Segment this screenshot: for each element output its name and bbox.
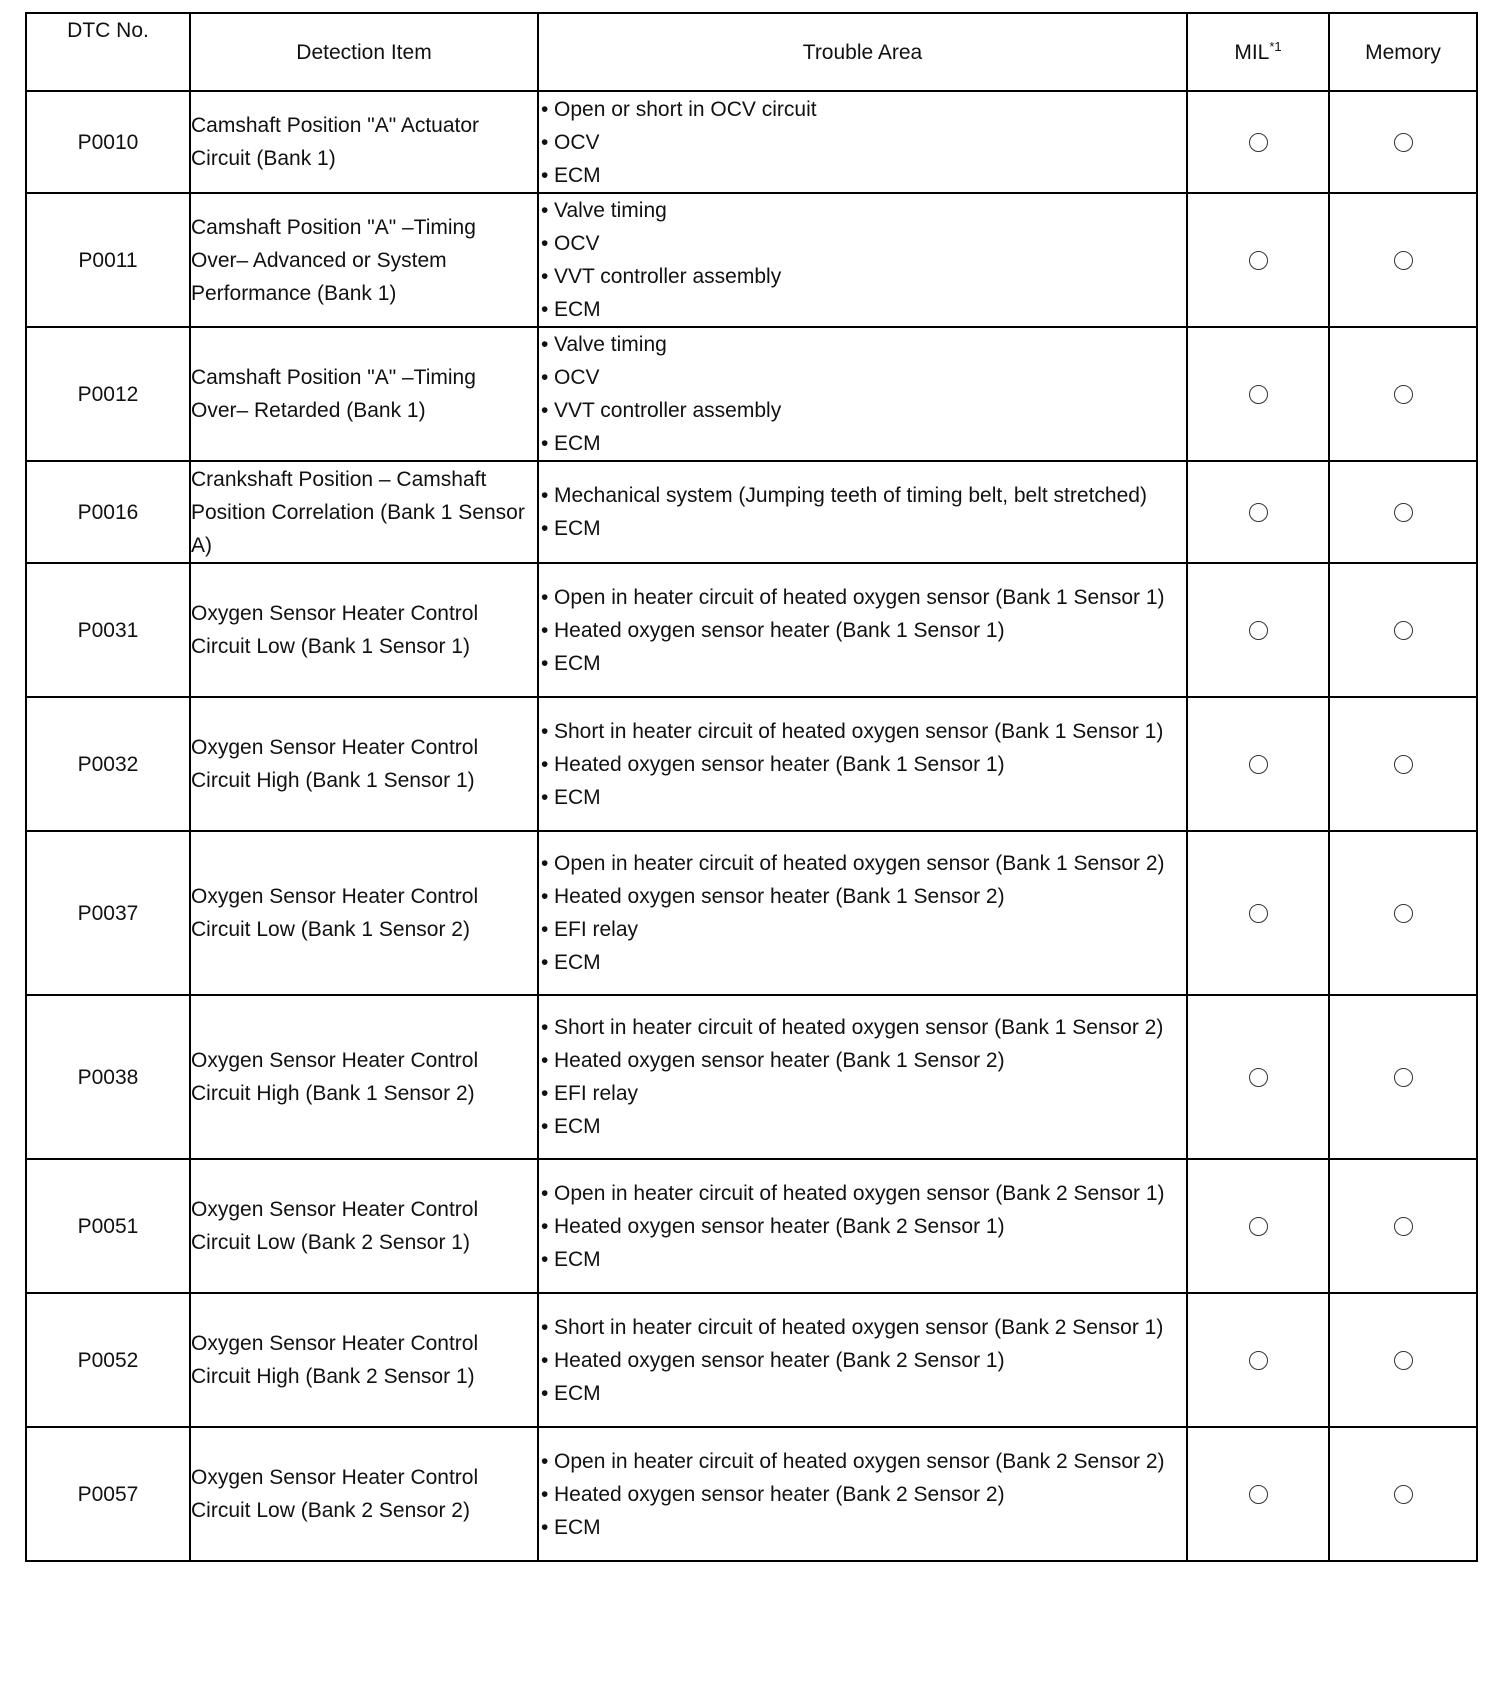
trouble-area-item: • ECM: [539, 1110, 1186, 1143]
table-row: [26, 831, 1477, 995]
trouble-area-item: • Heated oxygen sensor heater (Bank 1 Sensor 2): [539, 1044, 1186, 1077]
trouble-area-item: • Open in heater circuit of heated oxygen sensor (Bank 2 Sensor 1): [539, 1177, 1186, 1210]
detection-item: Oxygen Sensor Heater Control Circuit Low (Bank 2 Sensor 1): [190, 1159, 538, 1293]
memory-circle-icon: [1394, 251, 1413, 270]
memory-cell: [1329, 1293, 1477, 1427]
trouble-area: [538, 193, 1187, 327]
table-row: [26, 995, 1477, 1159]
header-mil-footnote: *1: [1269, 38, 1282, 54]
trouble-area-list: [539, 93, 1186, 192]
table-row: [26, 563, 1477, 697]
trouble-area-item: • Heated oxygen sensor heater (Bank 2 Sensor 1): [539, 1344, 1186, 1377]
memory-cell: [1329, 461, 1477, 563]
memory-circle-icon: [1394, 133, 1413, 152]
table-header-row: [26, 13, 1477, 91]
memory-circle-icon: [1394, 1068, 1413, 1087]
trouble-area-item: • Heated oxygen sensor heater (Bank 1 Sensor 1): [539, 614, 1186, 647]
mil-circle-icon: [1249, 503, 1268, 522]
mil-cell: [1187, 91, 1329, 193]
mil-circle-icon: [1249, 251, 1268, 270]
table-row: [26, 1159, 1477, 1293]
trouble-area-item: • VVT controller assembly: [539, 394, 1186, 427]
memory-cell: [1329, 193, 1477, 327]
trouble-area-item: • OCV: [539, 361, 1186, 394]
mil-circle-icon: [1249, 1485, 1268, 1504]
trouble-area-item: • EFI relay: [539, 1077, 1186, 1110]
trouble-area: [538, 995, 1187, 1159]
mil-cell: [1187, 697, 1329, 831]
mil-circle-icon: [1249, 621, 1268, 640]
detection-item: Oxygen Sensor Heater Control Circuit High (Bank 2 Sensor 1): [190, 1293, 538, 1427]
memory-circle-icon: [1394, 385, 1413, 404]
trouble-area-item: • EFI relay: [539, 913, 1186, 946]
detection-item: Oxygen Sensor Heater Control Circuit Low (Bank 1 Sensor 2): [190, 831, 538, 995]
memory-circle-icon: [1394, 621, 1413, 640]
memory-circle-icon: [1394, 503, 1413, 522]
header-trouble-area: Trouble Area: [538, 13, 1187, 91]
mil-circle-icon: [1249, 904, 1268, 923]
mil-cell: [1187, 461, 1329, 563]
trouble-area: [538, 327, 1187, 461]
trouble-area-item: • ECM: [539, 512, 1186, 545]
trouble-area-item: • Short in heater circuit of heated oxygen sensor (Bank 1 Sensor 1): [539, 715, 1186, 748]
trouble-area-item: • Open in heater circuit of heated oxygen sensor (Bank 1 Sensor 2): [539, 847, 1186, 880]
trouble-area-item: • ECM: [539, 647, 1186, 680]
trouble-area-item: • ECM: [539, 1243, 1186, 1276]
trouble-area: [538, 461, 1187, 563]
mil-cell: [1187, 1427, 1329, 1561]
detection-item: Oxygen Sensor Heater Control Circuit Low (Bank 2 Sensor 2): [190, 1427, 538, 1561]
trouble-area-list: [539, 1311, 1186, 1410]
mil-cell: [1187, 831, 1329, 995]
mil-cell: [1187, 193, 1329, 327]
mil-circle-icon: [1249, 1068, 1268, 1087]
memory-cell: [1329, 1159, 1477, 1293]
detection-item: Oxygen Sensor Heater Control Circuit High (Bank 1 Sensor 1): [190, 697, 538, 831]
table-row: [26, 1427, 1477, 1561]
mil-circle-icon: [1249, 385, 1268, 404]
table-row: [26, 327, 1477, 461]
trouble-area-item: • Open or short in OCV circuit: [539, 93, 1186, 126]
dtc-code: P0010: [26, 91, 190, 193]
trouble-area: [538, 697, 1187, 831]
trouble-area-item: • VVT controller assembly: [539, 260, 1186, 293]
mil-cell: [1187, 1159, 1329, 1293]
trouble-area-item: • Heated oxygen sensor heater (Bank 1 Sensor 1): [539, 748, 1186, 781]
header-detection-item: Detection Item: [190, 13, 538, 91]
trouble-area: [538, 831, 1187, 995]
mil-cell: [1187, 563, 1329, 697]
memory-cell: [1329, 831, 1477, 995]
dtc-code: P0037: [26, 831, 190, 995]
header-memory: Memory: [1329, 13, 1477, 91]
mil-cell: [1187, 995, 1329, 1159]
trouble-area-item: • ECM: [539, 1511, 1186, 1544]
table-row: [26, 193, 1477, 327]
mil-circle-icon: [1249, 1351, 1268, 1370]
mil-cell: [1187, 327, 1329, 461]
trouble-area-item: • Heated oxygen sensor heater (Bank 2 Sensor 2): [539, 1478, 1186, 1511]
dtc-code: P0016: [26, 461, 190, 563]
trouble-area-item: • ECM: [539, 427, 1186, 460]
trouble-area: [538, 1159, 1187, 1293]
detection-item: Oxygen Sensor Heater Control Circuit High (Bank 1 Sensor 2): [190, 995, 538, 1159]
dtc-code: P0052: [26, 1293, 190, 1427]
mil-cell: [1187, 1293, 1329, 1427]
memory-cell: [1329, 91, 1477, 193]
trouble-area-item: • Heated oxygen sensor heater (Bank 2 Sensor 1): [539, 1210, 1186, 1243]
dtc-code: P0031: [26, 563, 190, 697]
memory-circle-icon: [1394, 1485, 1413, 1504]
trouble-area-item: • Heated oxygen sensor heater (Bank 1 Sensor 2): [539, 880, 1186, 913]
trouble-area-list: [539, 715, 1186, 814]
memory-cell: [1329, 327, 1477, 461]
trouble-area-list: [539, 328, 1186, 460]
mil-circle-icon: [1249, 1217, 1268, 1236]
header-dtc-no: DTC No.: [26, 13, 190, 91]
mil-circle-icon: [1249, 133, 1268, 152]
table-row: [26, 697, 1477, 831]
trouble-area-item: • OCV: [539, 227, 1186, 260]
trouble-area-item: • Open in heater circuit of heated oxygen sensor (Bank 2 Sensor 2): [539, 1445, 1186, 1478]
trouble-area-list: [539, 1445, 1186, 1544]
memory-cell: [1329, 995, 1477, 1159]
detection-item: Camshaft Position "A" –Timing Over– Advanced or System Performance (Bank 1): [190, 193, 538, 327]
trouble-area-item: • Short in heater circuit of heated oxygen sensor (Bank 1 Sensor 2): [539, 1011, 1186, 1044]
table-row: [26, 1293, 1477, 1427]
detection-item: Camshaft Position "A" –Timing Over– Retarded (Bank 1): [190, 327, 538, 461]
table-row: [26, 91, 1477, 193]
memory-circle-icon: [1394, 1351, 1413, 1370]
trouble-area-item: • Valve timing: [539, 328, 1186, 361]
dtc-code: P0011: [26, 193, 190, 327]
memory-cell: [1329, 1427, 1477, 1561]
trouble-area: [538, 1293, 1187, 1427]
memory-circle-icon: [1394, 904, 1413, 923]
trouble-area-list: [539, 581, 1186, 680]
trouble-area: [538, 563, 1187, 697]
trouble-area-list: [539, 479, 1186, 545]
memory-cell: [1329, 563, 1477, 697]
trouble-area-list: [539, 1011, 1186, 1143]
trouble-area-list: [539, 194, 1186, 326]
detection-item: Camshaft Position "A" Actuator Circuit (Bank 1): [190, 91, 538, 193]
memory-cell: [1329, 697, 1477, 831]
dtc-code: P0057: [26, 1427, 190, 1561]
detection-item: Oxygen Sensor Heater Control Circuit Low (Bank 1 Sensor 1): [190, 563, 538, 697]
dtc-code: P0012: [26, 327, 190, 461]
detection-item: Crankshaft Position – Camshaft Position Correlation (Bank 1 Sensor A): [190, 461, 538, 563]
trouble-area-item: • Mechanical system (Jumping teeth of timing belt, belt stretched): [539, 479, 1186, 512]
trouble-area: [538, 1427, 1187, 1561]
table-row: [26, 461, 1477, 563]
memory-circle-icon: [1394, 1217, 1413, 1236]
trouble-area-item: • ECM: [539, 293, 1186, 326]
dtc-code: P0051: [26, 1159, 190, 1293]
header-mil: [1187, 13, 1329, 91]
trouble-area-list: [539, 1177, 1186, 1276]
dtc-table: [25, 12, 1478, 1562]
memory-circle-icon: [1394, 755, 1413, 774]
dtc-code: P0032: [26, 697, 190, 831]
trouble-area-item: • Short in heater circuit of heated oxygen sensor (Bank 2 Sensor 1): [539, 1311, 1186, 1344]
trouble-area-item: • ECM: [539, 159, 1186, 192]
trouble-area-item: • ECM: [539, 1377, 1186, 1410]
trouble-area-item: • Valve timing: [539, 194, 1186, 227]
trouble-area-item: • OCV: [539, 126, 1186, 159]
trouble-area-item: • ECM: [539, 781, 1186, 814]
header-mil-label: MIL: [1234, 40, 1270, 64]
mil-circle-icon: [1249, 755, 1268, 774]
trouble-area-list: [539, 847, 1186, 979]
trouble-area-item: • Open in heater circuit of heated oxygen sensor (Bank 1 Sensor 1): [539, 581, 1186, 614]
trouble-area-item: • ECM: [539, 946, 1186, 979]
dtc-code: P0038: [26, 995, 190, 1159]
trouble-area: [538, 91, 1187, 193]
